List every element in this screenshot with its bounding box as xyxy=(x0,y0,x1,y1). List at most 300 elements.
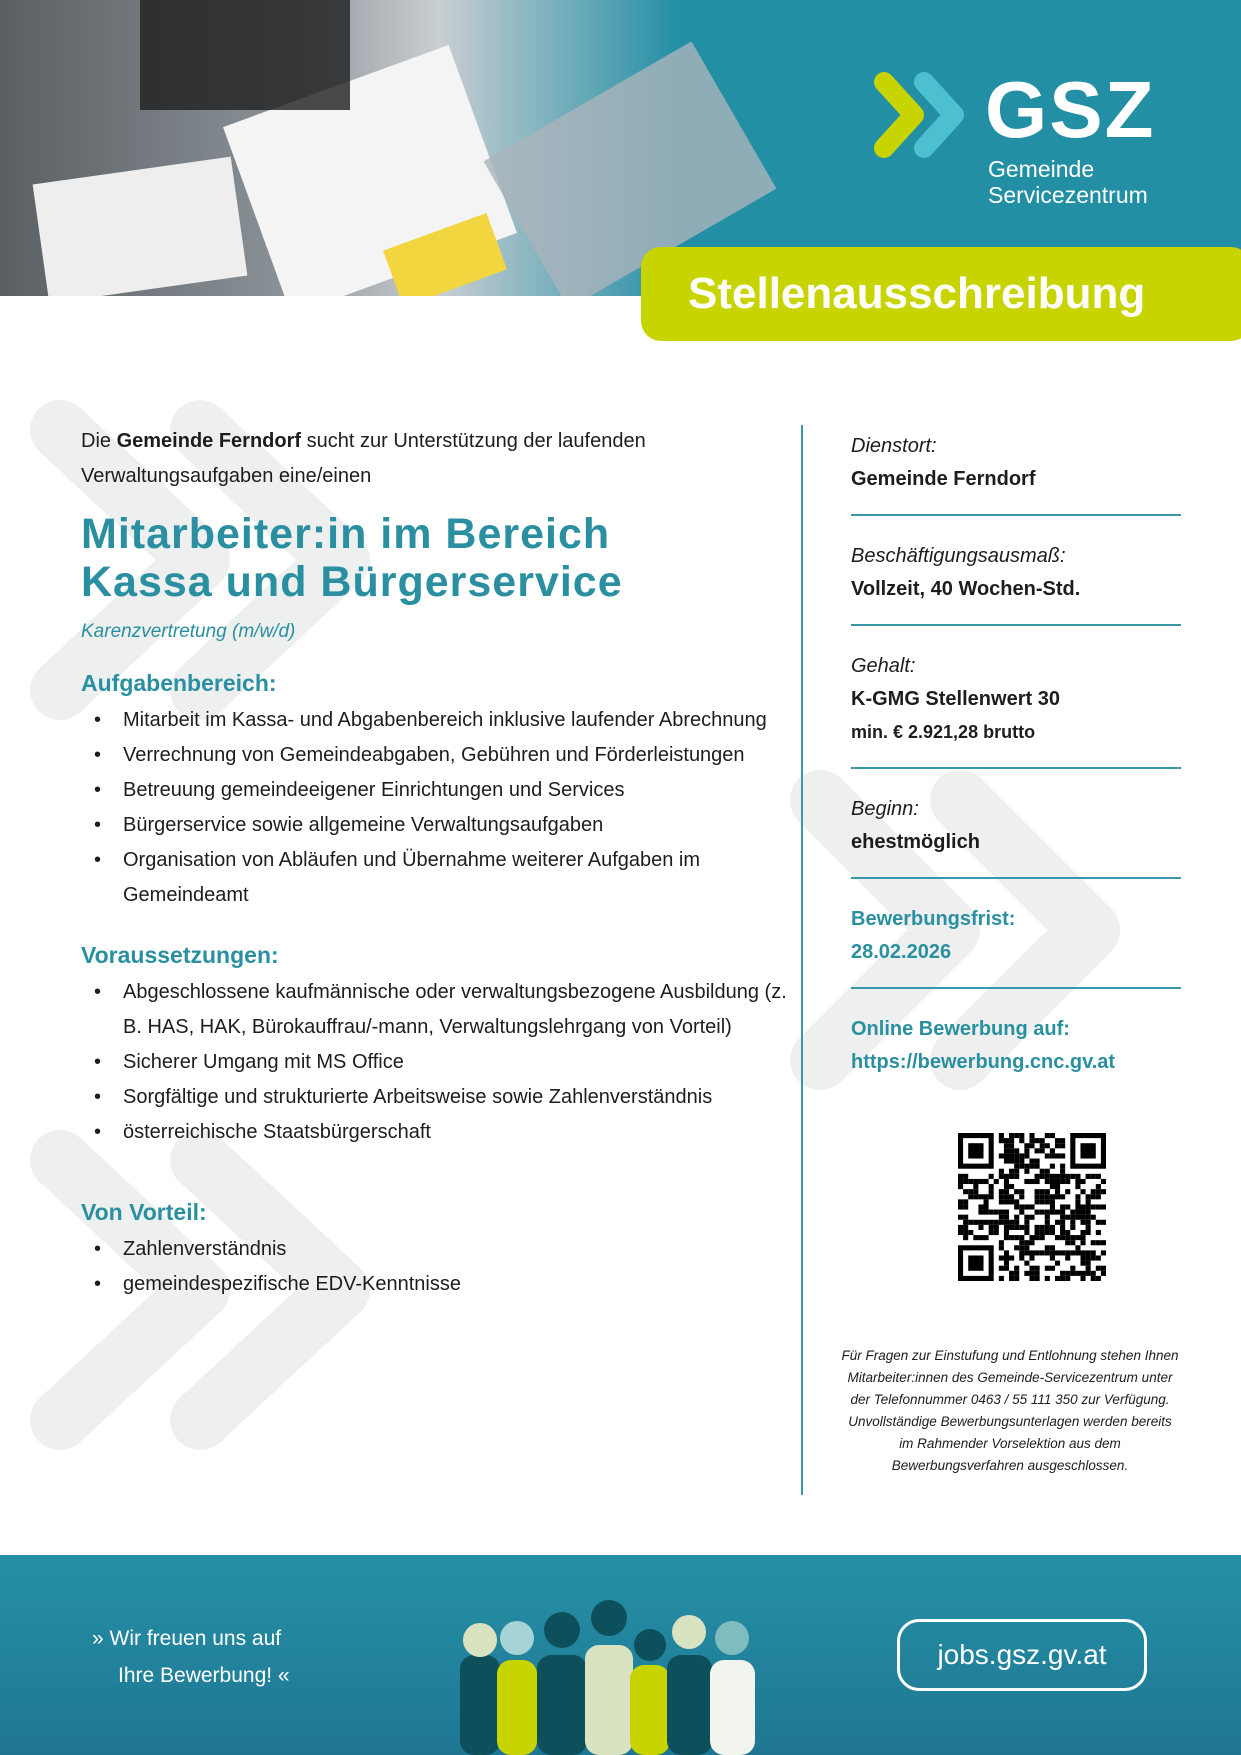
qr-module xyxy=(1035,1250,1040,1255)
qr-module xyxy=(978,1194,983,1199)
qr-module xyxy=(1096,1230,1101,1235)
qr-module xyxy=(1040,1143,1045,1148)
qr-module xyxy=(1060,1220,1065,1225)
qr-module xyxy=(1086,1174,1091,1179)
qr-module xyxy=(1101,1220,1106,1225)
qr-module xyxy=(1065,1255,1070,1260)
task-list xyxy=(81,703,791,913)
qr-module xyxy=(1014,1204,1019,1209)
qr-module xyxy=(1101,1179,1106,1184)
qr-module xyxy=(1096,1266,1101,1271)
qr-module xyxy=(958,1225,963,1230)
qr-module xyxy=(1040,1225,1045,1230)
qr-module xyxy=(1029,1159,1034,1164)
qr-module xyxy=(1086,1250,1091,1255)
qr-module xyxy=(1004,1189,1009,1194)
qr-module xyxy=(1045,1133,1050,1138)
qr-module xyxy=(968,1194,973,1199)
qr-module xyxy=(1055,1174,1060,1179)
online-application: Online Bewerbung auf: https://bewerbung.cnc.gv.at xyxy=(851,1009,1181,1097)
list-item: • Zahlenverständnis xyxy=(81,1232,791,1267)
qr-module xyxy=(1024,1271,1029,1276)
gsz-chevron-logo-icon xyxy=(872,72,987,158)
fact-deadline: Bewerbungsfrist: 28.02.2026 xyxy=(851,899,1181,989)
qr-module xyxy=(968,1230,973,1235)
qr-module xyxy=(1091,1271,1096,1276)
list-item: • Betreuung gemeindeeigener Einrichtungen und Services xyxy=(81,773,791,808)
qr-module xyxy=(1086,1194,1091,1199)
qr-module xyxy=(1050,1204,1055,1209)
qr-module xyxy=(1070,1235,1075,1240)
qr-module xyxy=(978,1220,983,1225)
qr-module xyxy=(1050,1179,1055,1184)
qr-module xyxy=(984,1194,989,1199)
qr-module xyxy=(963,1225,968,1230)
qr-module xyxy=(1065,1250,1070,1255)
qr-module xyxy=(1060,1169,1065,1174)
qr-module xyxy=(1040,1199,1045,1204)
qr-module xyxy=(1070,1240,1075,1245)
qr-module xyxy=(1091,1255,1096,1260)
qr-module xyxy=(1009,1199,1014,1204)
qr-module xyxy=(1040,1189,1045,1194)
qr-module xyxy=(1045,1143,1050,1148)
list-item: • Sorgfältige und strukturierte Arbeitsweise sowie Zahlenverständnis xyxy=(81,1080,791,1115)
qr-module xyxy=(1075,1179,1080,1184)
qr-module xyxy=(1086,1261,1091,1266)
qr-module xyxy=(958,1174,963,1179)
qr-module xyxy=(973,1189,978,1194)
qr-module xyxy=(963,1220,968,1225)
qr-module xyxy=(1035,1210,1040,1215)
qr-module xyxy=(1009,1174,1014,1179)
qr-module xyxy=(1055,1194,1060,1199)
qr-module xyxy=(963,1199,968,1204)
qr-module xyxy=(1096,1204,1101,1209)
qr-module xyxy=(1029,1240,1034,1245)
qr-module xyxy=(978,1179,983,1184)
qr-finder-mark xyxy=(968,1143,983,1158)
qr-finder-mark xyxy=(968,1255,983,1270)
qr-module xyxy=(1004,1179,1009,1184)
qr-module xyxy=(1019,1245,1024,1250)
qr-module xyxy=(1060,1225,1065,1230)
qr-module xyxy=(978,1235,983,1240)
qr-module xyxy=(1019,1250,1024,1255)
qr-module xyxy=(1045,1250,1050,1255)
qr-module xyxy=(1014,1153,1019,1158)
qr-module xyxy=(1024,1240,1029,1245)
qr-module xyxy=(1014,1164,1019,1169)
qr-module xyxy=(1091,1215,1096,1220)
qr-module xyxy=(1024,1164,1029,1169)
qr-module xyxy=(1060,1235,1065,1240)
qr-module xyxy=(1024,1230,1029,1235)
qr-module xyxy=(1019,1164,1024,1169)
qr-module xyxy=(1004,1220,1009,1225)
qr-module xyxy=(1045,1174,1050,1179)
qr-module xyxy=(984,1235,989,1240)
qr-module xyxy=(1060,1153,1065,1158)
page-banner-title: Stellenausschreibung xyxy=(641,247,1241,341)
qr-module xyxy=(973,1179,978,1184)
qr-module xyxy=(1024,1148,1029,1153)
qr-module xyxy=(1065,1230,1070,1235)
qr-module xyxy=(1065,1179,1070,1184)
qr-module xyxy=(1014,1169,1019,1174)
qr-module xyxy=(973,1194,978,1199)
qr-module xyxy=(973,1184,978,1189)
qr-module xyxy=(1070,1215,1075,1220)
qr-module xyxy=(1040,1148,1045,1153)
qr-module xyxy=(1050,1174,1055,1179)
qr-module xyxy=(1045,1276,1050,1281)
qr-module xyxy=(1080,1204,1085,1209)
qr-module xyxy=(1019,1138,1024,1143)
qr-module xyxy=(963,1174,968,1179)
qr-module xyxy=(1060,1143,1065,1148)
qr-module xyxy=(1024,1261,1029,1266)
qr-module xyxy=(1024,1153,1029,1158)
qr-module xyxy=(1080,1215,1085,1220)
qr-module xyxy=(963,1235,968,1240)
qr-module xyxy=(963,1204,968,1209)
qr-module xyxy=(1065,1276,1070,1281)
qr-module xyxy=(1070,1210,1075,1215)
qr-module xyxy=(999,1189,1004,1194)
qr-module xyxy=(1009,1220,1014,1225)
qr-module xyxy=(1096,1255,1101,1260)
qr-module xyxy=(1045,1210,1050,1215)
qr-module xyxy=(1004,1143,1009,1148)
qr-module xyxy=(1050,1210,1055,1215)
qr-module xyxy=(1009,1255,1014,1260)
list-item: • Organisation von Abläufen und Übernahme weiterer Aufgaben im Gemeindeamt xyxy=(81,843,791,913)
qr-module xyxy=(1014,1266,1019,1271)
section-heading: Von Vorteil: xyxy=(81,1199,207,1225)
qr-module xyxy=(1004,1255,1009,1260)
qr-module xyxy=(978,1225,983,1230)
qr-module xyxy=(1055,1184,1060,1189)
qr-module xyxy=(1055,1179,1060,1184)
qr-module xyxy=(999,1199,1004,1204)
qr-module xyxy=(1009,1194,1014,1199)
qr-module xyxy=(1029,1164,1034,1169)
qr-module xyxy=(1004,1194,1009,1199)
qr-module xyxy=(1055,1138,1060,1143)
qr-module xyxy=(1060,1210,1065,1215)
fact-start: Beginn: ehestmöglich xyxy=(851,789,1181,879)
qr-module xyxy=(1055,1276,1060,1281)
qr-module xyxy=(1014,1199,1019,1204)
organization-name: Gemeinde Ferndorf xyxy=(116,430,302,452)
qr-module xyxy=(1035,1148,1040,1153)
qr-module xyxy=(1096,1194,1101,1199)
qr-module xyxy=(1096,1189,1101,1194)
qr-module xyxy=(1080,1230,1085,1235)
qr-module xyxy=(1050,1153,1055,1158)
qr-module xyxy=(999,1133,1004,1138)
qr-module xyxy=(1060,1230,1065,1235)
qr-module xyxy=(994,1210,999,1215)
qr-module xyxy=(1050,1266,1055,1271)
qr-module xyxy=(984,1204,989,1209)
qr-module xyxy=(1060,1179,1065,1184)
qr-module xyxy=(1040,1235,1045,1240)
qr-module xyxy=(1014,1148,1019,1153)
qr-module xyxy=(1024,1204,1029,1209)
qr-module xyxy=(984,1199,989,1204)
qr-module xyxy=(1029,1276,1034,1281)
qr-module xyxy=(1035,1230,1040,1235)
people-illustration xyxy=(455,1600,785,1755)
qr-module xyxy=(1080,1261,1085,1266)
qr-module xyxy=(984,1220,989,1225)
qr-module xyxy=(1070,1250,1075,1255)
qr-module xyxy=(989,1194,994,1199)
qr-module xyxy=(963,1179,968,1184)
qr-module xyxy=(1045,1230,1050,1235)
qr-module xyxy=(1075,1215,1080,1220)
qr-module xyxy=(1019,1159,1024,1164)
qr-module xyxy=(1091,1194,1096,1199)
qr-module xyxy=(1080,1235,1085,1240)
application-link[interactable]: https://bewerbung.cnc.gv.at xyxy=(851,1051,1116,1073)
fact-location: Dienstort: Gemeinde Ferndorf xyxy=(851,426,1181,516)
qr-module xyxy=(1086,1266,1091,1271)
qr-module xyxy=(1019,1133,1024,1138)
qr-module xyxy=(1004,1230,1009,1235)
qr-module xyxy=(1045,1245,1050,1250)
qr-module xyxy=(999,1174,1004,1179)
qr-module xyxy=(989,1225,994,1230)
qr-module xyxy=(1060,1271,1065,1276)
qr-module xyxy=(994,1220,999,1225)
qr-module xyxy=(1055,1261,1060,1266)
qr-module xyxy=(1024,1143,1029,1148)
qr-module xyxy=(958,1215,963,1220)
qr-module xyxy=(1075,1210,1080,1215)
qr-module xyxy=(1009,1148,1014,1153)
qr-module xyxy=(1075,1204,1080,1209)
qr-module xyxy=(1035,1138,1040,1143)
qr-module xyxy=(1080,1271,1085,1276)
qr-module xyxy=(1035,1174,1040,1179)
qr-module xyxy=(989,1220,994,1225)
qr-module xyxy=(1075,1194,1080,1199)
qr-module xyxy=(1024,1179,1029,1184)
qr-module xyxy=(1091,1189,1096,1194)
qr-module xyxy=(1040,1138,1045,1143)
qr-module xyxy=(1096,1220,1101,1225)
qr-module xyxy=(1050,1225,1055,1230)
qr-module xyxy=(1019,1235,1024,1240)
qr-module xyxy=(1014,1174,1019,1179)
contact-note: Für Fragen zur Einstufung und Entlohnung stehen Ihnen Mitarbeiter:innen des Gemeinde-Servicezentrum unter der Telefonnummer 0463 / 55 111 350 zur Verfügung. Unvollständige Bewerbungsunterlagen werden bereits im Rahmender Vorselektion aus dem Bewerbungsverfahren ausgeschlossen. xyxy=(841,1348,1179,1473)
qr-module xyxy=(1029,1235,1034,1240)
qr-module xyxy=(989,1230,994,1235)
jobs-website-link[interactable]: jobs.gsz.gv.at xyxy=(897,1619,1147,1691)
qr-module xyxy=(999,1240,1004,1245)
fact-salary: Gehalt: K-GMG Stellenwert 30 min. € 2.921,28 brutto xyxy=(851,646,1181,769)
qr-module xyxy=(1004,1225,1009,1230)
qr-module xyxy=(1055,1235,1060,1240)
list-item: • Verrechnung von Gemeindeabgaben, Gebühren und Förderleistungen xyxy=(81,738,791,773)
qr-module xyxy=(1080,1179,1085,1184)
qr-module xyxy=(1004,1159,1009,1164)
qr-module xyxy=(1014,1215,1019,1220)
qr-module xyxy=(1029,1215,1034,1220)
qr-code[interactable] xyxy=(958,1133,1106,1281)
qr-module xyxy=(1009,1225,1014,1230)
logo-subtitle-line1: Gemeinde xyxy=(988,156,1095,182)
qr-module xyxy=(1045,1215,1050,1220)
qr-module xyxy=(978,1210,983,1215)
qr-module xyxy=(1004,1174,1009,1179)
section-heading: Aufgabenbereich: xyxy=(81,670,277,696)
qr-module xyxy=(1009,1138,1014,1143)
qr-module xyxy=(1101,1240,1106,1245)
qr-module xyxy=(1101,1204,1106,1209)
qr-module xyxy=(989,1174,994,1179)
qr-module xyxy=(1065,1271,1070,1276)
qr-module xyxy=(1019,1240,1024,1245)
qr-module xyxy=(978,1204,983,1209)
qr-module xyxy=(1004,1148,1009,1153)
qr-module xyxy=(999,1153,1004,1158)
qr-module xyxy=(1035,1276,1040,1281)
qr-module xyxy=(984,1210,989,1215)
qr-module xyxy=(1086,1220,1091,1225)
qr-module xyxy=(1075,1250,1080,1255)
qr-module xyxy=(973,1235,978,1240)
logo-subtitle-line2: Servicezentrum xyxy=(988,182,1148,208)
qr-module xyxy=(1009,1143,1014,1148)
qr-module xyxy=(1024,1215,1029,1220)
qr-module xyxy=(958,1184,963,1189)
qr-module xyxy=(1004,1184,1009,1189)
qr-module xyxy=(1040,1250,1045,1255)
qr-module xyxy=(1035,1189,1040,1194)
qr-module xyxy=(1014,1159,1019,1164)
qr-module xyxy=(1075,1271,1080,1276)
qr-module xyxy=(1029,1138,1034,1143)
qr-module xyxy=(1009,1235,1014,1240)
qr-module xyxy=(1035,1266,1040,1271)
qr-module xyxy=(1086,1210,1091,1215)
qr-module xyxy=(1004,1261,1009,1266)
qr-module xyxy=(1055,1153,1060,1158)
qr-module xyxy=(1004,1250,1009,1255)
qr-module xyxy=(1075,1174,1080,1179)
qr-module xyxy=(968,1220,973,1225)
qr-module xyxy=(1035,1159,1040,1164)
qr-module xyxy=(1035,1235,1040,1240)
qr-module xyxy=(1080,1276,1085,1281)
qr-module xyxy=(1080,1220,1085,1225)
qr-module xyxy=(1055,1189,1060,1194)
qr-module xyxy=(1045,1225,1050,1230)
qr-module xyxy=(1024,1220,1029,1225)
qr-module xyxy=(989,1189,994,1194)
qr-module xyxy=(1086,1230,1091,1235)
qr-module xyxy=(1070,1220,1075,1225)
qr-module xyxy=(958,1230,963,1235)
qr-module xyxy=(1065,1240,1070,1245)
qr-module xyxy=(1014,1271,1019,1276)
qr-module xyxy=(963,1189,968,1194)
qr-module xyxy=(994,1225,999,1230)
qr-module xyxy=(1040,1174,1045,1179)
qr-module xyxy=(958,1204,963,1209)
qr-module xyxy=(1014,1245,1019,1250)
qr-module xyxy=(1045,1179,1050,1184)
qr-module xyxy=(999,1194,1004,1199)
qr-module xyxy=(1050,1250,1055,1255)
qr-module xyxy=(1029,1271,1034,1276)
job-facts xyxy=(851,426,1181,1117)
qr-module xyxy=(1014,1220,1019,1225)
qr-module xyxy=(1101,1266,1106,1271)
section-heading: Voraussetzungen: xyxy=(81,942,279,968)
qr-module xyxy=(1009,1169,1014,1174)
qr-module xyxy=(958,1199,963,1204)
qr-finder-mark xyxy=(1080,1143,1095,1158)
qr-module xyxy=(1080,1255,1085,1260)
qr-module xyxy=(1091,1276,1096,1281)
qr-module xyxy=(963,1230,968,1235)
list-item: • gemeindespezifische EDV-Kenntnisse xyxy=(81,1267,791,1302)
qr-module xyxy=(1050,1194,1055,1199)
qr-module xyxy=(1101,1189,1106,1194)
qr-module xyxy=(1029,1255,1034,1260)
qr-module xyxy=(1040,1169,1045,1174)
qr-module xyxy=(1055,1210,1060,1215)
qr-module xyxy=(1086,1199,1091,1204)
qr-module xyxy=(1045,1189,1050,1194)
qr-module xyxy=(1060,1204,1065,1209)
qr-module xyxy=(1055,1220,1060,1225)
qr-module xyxy=(1075,1199,1080,1204)
qr-module xyxy=(1029,1250,1034,1255)
qr-module xyxy=(1004,1215,1009,1220)
qr-module xyxy=(1086,1255,1091,1260)
qr-module xyxy=(1075,1235,1080,1240)
list-item: • österreichische Staatsbürgerschaft xyxy=(81,1115,791,1150)
qr-module xyxy=(1004,1199,1009,1204)
list-item: • Mitarbeit im Kassa- und Abgabenbereich inklusive laufender Abrechnung xyxy=(81,703,791,738)
qr-module xyxy=(1091,1204,1096,1209)
qr-module xyxy=(1019,1210,1024,1215)
qr-module xyxy=(1050,1199,1055,1204)
qr-module xyxy=(1060,1164,1065,1169)
qr-module xyxy=(1096,1174,1101,1179)
qr-module xyxy=(1004,1138,1009,1143)
qr-module xyxy=(1019,1189,1024,1194)
qr-module xyxy=(1101,1271,1106,1276)
job-subtitle: Karenzvertretung (m/w/d) xyxy=(81,621,296,642)
qr-module xyxy=(1101,1250,1106,1255)
qr-module xyxy=(989,1210,994,1215)
qr-module xyxy=(1035,1199,1040,1204)
qr-module xyxy=(1080,1250,1085,1255)
qr-module xyxy=(1019,1194,1024,1199)
qr-module xyxy=(1060,1215,1065,1220)
qr-module xyxy=(1050,1164,1055,1169)
qr-module xyxy=(1075,1184,1080,1189)
qr-module xyxy=(1019,1225,1024,1230)
qr-module xyxy=(1060,1276,1065,1281)
